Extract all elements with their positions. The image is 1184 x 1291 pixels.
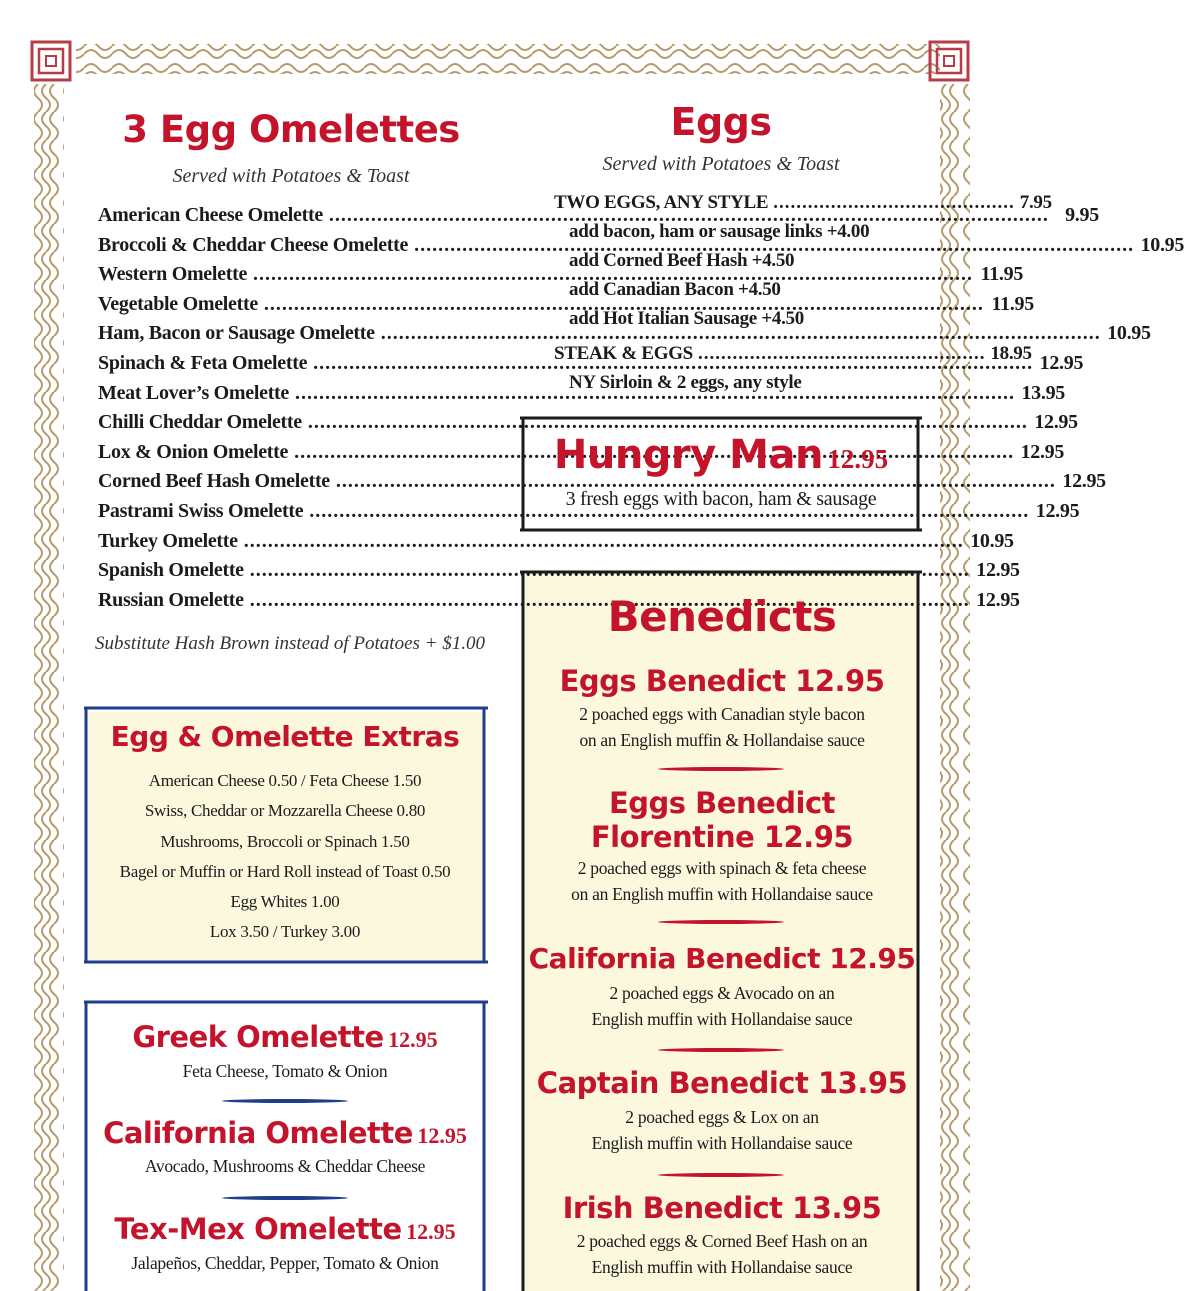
menu-item: Western Omelette ..... 11.95 — [98, 263, 480, 293]
hungry-man-price: 12.95 — [827, 444, 889, 474]
special-california — [86, 1116, 484, 1150]
eggs-addons — [569, 217, 909, 333]
divider — [658, 920, 784, 924]
addon-line: add Corned Beef Hash +4.50 — [569, 250, 795, 271]
divider — [658, 767, 784, 771]
special-price: 12.95 — [417, 1123, 467, 1148]
eggs-subtitle: Served with Potatoes & Toast — [602, 153, 840, 175]
divider — [658, 1048, 784, 1052]
special-name: Tex-Mex Omelette — [114, 1212, 402, 1246]
menu-item: Spinach & Feta Omelette ..... 12.95 — [98, 352, 480, 382]
corner-ornament-left — [32, 42, 70, 80]
special-tex-mex — [86, 1212, 484, 1246]
extras-line: Swiss, Cheddar or Mozzarella Cheese 0.80 — [144, 801, 426, 821]
special-price: 12.95 — [388, 1027, 438, 1052]
addon-line: add bacon, ham or sausage links +4.00 — [569, 221, 870, 242]
benedict-name: Captain Benedict 13.95 — [536, 1066, 908, 1100]
menu-item: Pastrami Swiss Omelette ..... 12.95 — [98, 500, 480, 530]
divider — [222, 1196, 348, 1200]
omelettes-subtitle: Served with Potatoes & Toast — [172, 165, 410, 187]
hungry-man-desc: 3 fresh eggs with bacon, ham & sausage — [565, 488, 877, 510]
menu-item: Lox & Onion Omelette ..... 12.95 — [98, 441, 480, 471]
steak-desc: NY Sirloin & 2 eggs, any style — [569, 372, 802, 393]
benedict-desc: 2 poached eggs with spinach & feta cheese — [577, 858, 867, 878]
menu-item: Chilli Cheddar Omelette ..... 12.95 — [98, 411, 480, 441]
menu-item: Corned Beef Hash Omelette ..... 12.95 — [98, 470, 480, 500]
menu-item: Broccoli & Cheddar Cheese Omelette ..... 10.95 — [98, 234, 480, 264]
extras-list — [90, 766, 480, 948]
special-greek — [86, 1020, 484, 1054]
hungry-man-heading — [526, 432, 916, 478]
benedict-desc: 2 poached eggs & Lox on an — [625, 1107, 819, 1127]
addon-line: add Canadian Bacon +4.50 — [569, 279, 781, 300]
benedict-desc: on an English muffin & Hollandaise sauce — [579, 730, 865, 750]
menu-item: American Cheese Omelette ..... 9.95 — [98, 204, 480, 234]
benedict-name: Eggs Benedict 12.95 — [559, 664, 885, 698]
steak-eggs-item: STEAK & EGGS .................................................. 18.95 — [554, 343, 1032, 364]
benedict-name: California Benedict 12.95 — [528, 942, 916, 975]
benedict-desc: English muffin with Hollandaise sauce — [591, 1257, 853, 1277]
menu-item: Russian Omelette ..... 12.95 — [98, 589, 480, 619]
special-price: 12.95 — [406, 1219, 456, 1244]
benedict-name: Eggs Benedict — [608, 786, 836, 820]
menu-item: Turkey Omelette ..... 10.95 — [98, 530, 480, 560]
special-desc: Avocado, Mushrooms & Cheddar Cheese — [144, 1156, 426, 1176]
special-desc: Jalapeños, Cheddar, Pepper, Tomato & Onion — [131, 1253, 439, 1273]
menu-item: Vegetable Omelette ..... 11.95 — [98, 293, 480, 323]
benedict-desc: English muffin with Hollandaise sauce — [591, 1009, 853, 1029]
hash-brown-note: Substitute Hash Brown instead of Potatoes + $1.00 — [94, 633, 485, 654]
extras-line: Egg Whites 1.00 — [230, 892, 340, 912]
menu-item: Ham, Bacon or Sausage Omelette ..... 10.95 — [98, 322, 480, 352]
benedict-desc: English muffin with Hollandaise sauce — [591, 1133, 853, 1153]
menu-item: Spanish Omelette ..... 12.95 — [98, 559, 480, 589]
special-name: Greek Omelette — [132, 1020, 384, 1054]
benedict-name: Irish Benedict 13.95 — [562, 1191, 882, 1225]
extras-line: Bagel or Muffin or Hard Roll instead of Toast 0.50 — [119, 861, 451, 881]
two-eggs-item: TWO EGGS, ANY STYLE .......................................... 7.95 — [554, 192, 1052, 213]
special-name: California Omelette — [103, 1116, 413, 1150]
benedict-desc: 2 poached eggs & Corned Beef Hash on an — [576, 1231, 868, 1251]
extras-line: American Cheese 0.50 / Feta Cheese 1.50 — [148, 771, 422, 790]
omelettes-title: 3 Egg Omelettes — [122, 108, 460, 151]
special-desc: Feta Cheese, Tomato & Onion — [182, 1061, 388, 1081]
addon-line: add Hot Italian Sausage +4.50 — [569, 308, 804, 329]
divider — [222, 1099, 348, 1103]
eggs-title: Eggs — [670, 100, 772, 144]
benedict-desc: on an English muffin with Hollandaise sauce — [571, 884, 873, 904]
extras-line: Lox 3.50 / Turkey 3.00 — [209, 922, 361, 942]
extras-title: Egg & Omelette Extras — [110, 720, 460, 753]
hungry-man-name: Hungry Man — [553, 432, 823, 478]
benedicts-title: Benedicts — [607, 592, 837, 641]
divider — [658, 1173, 784, 1177]
menu-item: Meat Lover’s Omelette ..... 13.95 — [98, 382, 480, 412]
extras-line: Mushrooms, Broccoli or Spinach 1.50 — [160, 831, 410, 851]
benedict-name: Florentine 12.95 — [590, 820, 854, 854]
benedict-desc: 2 poached eggs & Avocado on an — [609, 983, 835, 1003]
benedict-desc: 2 poached eggs with Canadian style bacon — [579, 704, 865, 724]
